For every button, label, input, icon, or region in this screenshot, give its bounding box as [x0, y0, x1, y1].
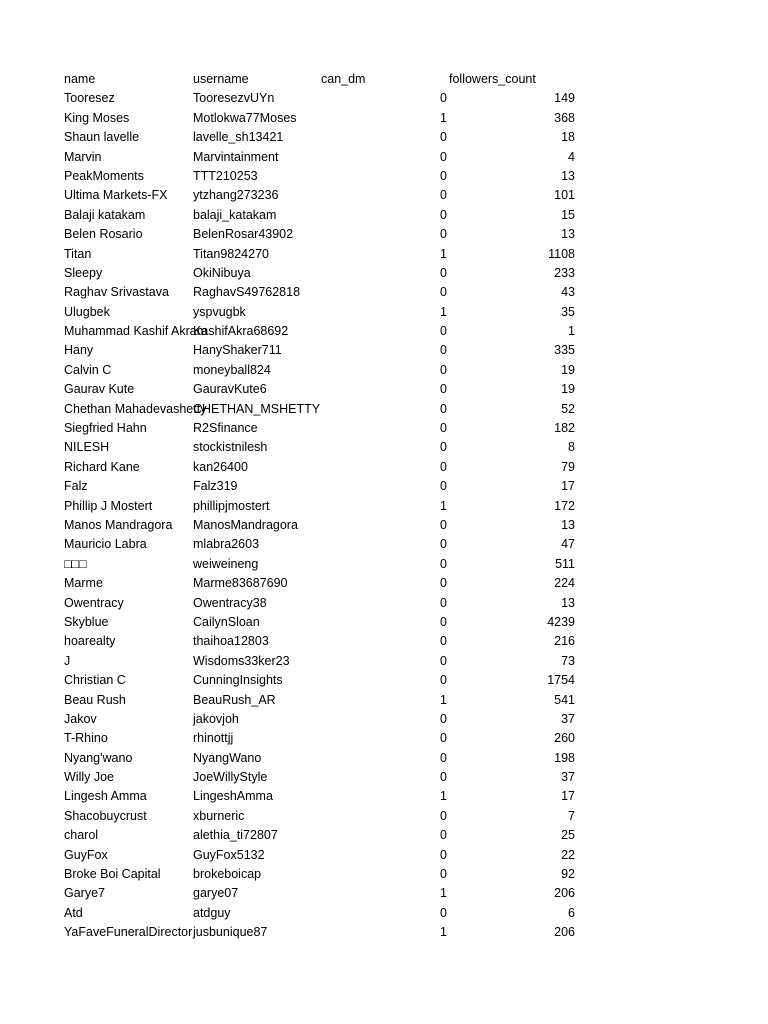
cell-name: □□□	[64, 556, 87, 571]
cell-can-dm: 0	[440, 207, 447, 222]
cell-can-dm: 1	[440, 925, 447, 940]
header-username: username	[193, 72, 249, 86]
table-row	[64, 206, 584, 225]
header-followers-count: followers_count	[449, 72, 536, 86]
cell-name: T-Rhino	[64, 731, 108, 746]
cell-username: Wisdoms33ker23	[193, 653, 290, 668]
cell-name: Tooresez	[64, 91, 115, 106]
cell-username: ytzhang273236	[193, 188, 279, 203]
cell-username: NyangWano	[193, 750, 262, 765]
cell-can-dm: 0	[440, 770, 447, 785]
cell-username: TTT210253	[193, 168, 258, 183]
cell-name: Jakov	[64, 711, 97, 726]
cell-followers-count: 541	[554, 692, 575, 707]
table-row	[64, 535, 584, 554]
cell-can-dm: 0	[440, 614, 447, 629]
table-row	[64, 167, 584, 186]
cell-username: JoeWillyStyle	[193, 770, 268, 785]
cell-followers-count: 43	[561, 285, 575, 300]
cell-followers-count: 4	[568, 149, 575, 164]
cell-name: Hany	[64, 343, 94, 358]
table-row	[64, 225, 584, 244]
table-row	[64, 283, 584, 302]
cell-followers-count: 1754	[547, 673, 575, 688]
cell-name: Christian C	[64, 673, 126, 688]
cell-name: PeakMoments	[64, 168, 144, 183]
table-row	[64, 691, 584, 710]
cell-name: Ultima Markets-FX	[64, 188, 168, 203]
spreadsheet	[64, 70, 584, 943]
cell-followers-count: 7	[568, 808, 575, 823]
cell-can-dm: 0	[440, 382, 447, 397]
cell-followers-count: 182	[554, 421, 575, 436]
cell-username: alethia_ti72807	[193, 828, 278, 843]
cell-username: Motlokwa77Moses	[193, 110, 297, 125]
table-row	[64, 341, 584, 360]
table-row	[64, 613, 584, 632]
table-row	[64, 361, 584, 380]
header-row	[64, 70, 584, 89]
cell-can-dm: 0	[440, 517, 447, 532]
header-name: name	[64, 72, 96, 86]
header-can-dm: can_dm	[321, 72, 366, 86]
cell-username: xburneric	[193, 808, 245, 823]
cell-name: Chethan Mahadevashetty	[64, 401, 207, 416]
table-row	[64, 865, 584, 884]
cell-username: Falz319	[193, 479, 238, 494]
cell-username: brokeboicap	[193, 867, 262, 882]
cell-username: OkiNibuya	[193, 265, 251, 280]
cell-name: Falz	[64, 479, 88, 494]
cell-followers-count: 216	[554, 634, 575, 649]
cell-username: ManosMandragora	[193, 517, 298, 532]
cell-followers-count: 13	[561, 517, 575, 532]
table-row	[64, 787, 584, 806]
cell-followers-count: 79	[561, 459, 575, 474]
cell-username: yspvugbk	[193, 304, 246, 319]
table-row	[64, 594, 584, 613]
table-row	[64, 516, 584, 535]
cell-username: phillipjmostert	[193, 498, 270, 513]
cell-can-dm: 0	[440, 847, 447, 862]
cell-followers-count: 511	[555, 556, 575, 571]
cell-username: HanyShaker711	[193, 343, 282, 358]
cell-name: Lingesh Amma	[64, 789, 147, 804]
table-row	[64, 148, 584, 167]
cell-followers-count: 4239	[547, 614, 575, 629]
cell-can-dm: 0	[440, 479, 447, 494]
cell-name: hoarealty	[64, 634, 116, 649]
cell-can-dm: 0	[440, 731, 447, 746]
cell-username: jusbunique87	[193, 925, 268, 940]
cell-username: lavelle_sh13421	[193, 130, 284, 145]
cell-can-dm: 0	[440, 576, 447, 591]
cell-can-dm: 0	[440, 149, 447, 164]
cell-name: J	[64, 653, 71, 668]
cell-username: balaji_katakam	[193, 207, 277, 222]
cell-username: GuyFox5132	[193, 847, 265, 862]
table-row	[64, 109, 584, 128]
cell-followers-count: 35	[561, 304, 575, 319]
cell-followers-count: 13	[561, 227, 575, 242]
cell-username: jakovjoh	[193, 711, 239, 726]
cell-username: RaghavS49762818	[193, 285, 301, 300]
cell-name: Skyblue	[64, 614, 109, 629]
cell-name: Titan	[64, 246, 92, 261]
cell-name: Garye7	[64, 886, 105, 901]
cell-username: BeauRush_AR	[193, 692, 276, 707]
cell-can-dm: 1	[440, 498, 447, 513]
cell-can-dm: 0	[440, 285, 447, 300]
cell-username: atdguy	[193, 905, 231, 920]
cell-name: Gaurav Kute	[64, 382, 135, 397]
cell-username: CHETHAN_MSHETTY	[193, 401, 321, 416]
cell-name: Beau Rush	[64, 692, 126, 707]
cell-followers-count: 22	[561, 847, 575, 862]
table-body	[64, 89, 584, 942]
cell-name: King Moses	[64, 110, 130, 125]
cell-name: Marme	[64, 576, 103, 591]
cell-followers-count: 18	[561, 130, 575, 145]
cell-can-dm: 0	[440, 711, 447, 726]
cell-followers-count: 73	[561, 653, 575, 668]
cell-can-dm: 0	[440, 343, 447, 358]
table-row	[64, 245, 584, 264]
table-row	[64, 497, 584, 516]
table-row	[64, 89, 584, 108]
table-row	[64, 322, 584, 341]
table-row	[64, 923, 584, 942]
cell-name: Willy Joe	[64, 770, 115, 785]
cell-username: BelenRosar43902	[193, 227, 294, 242]
cell-can-dm: 0	[440, 227, 447, 242]
cell-name: Mauricio Labra	[64, 537, 147, 552]
cell-can-dm: 0	[440, 265, 447, 280]
cell-can-dm: 0	[440, 168, 447, 183]
cell-followers-count: 172	[554, 498, 575, 513]
cell-name: Marvin	[64, 149, 102, 164]
cell-username: rhinottjj	[193, 731, 234, 746]
cell-name: charol	[64, 828, 99, 843]
cell-can-dm: 1	[440, 304, 447, 319]
cell-followers-count: 92	[561, 867, 575, 882]
cell-followers-count: 15	[561, 207, 575, 222]
cell-can-dm: 0	[440, 537, 447, 552]
cell-can-dm: 0	[440, 362, 447, 377]
cell-name: Broke Boi Capital	[64, 867, 161, 882]
cell-followers-count: 8	[568, 440, 575, 455]
cell-username: kan26400	[193, 459, 248, 474]
cell-username: thaihoa12803	[193, 634, 269, 649]
cell-can-dm: 0	[440, 401, 447, 416]
cell-followers-count: 224	[554, 576, 575, 591]
cell-followers-count: 6	[568, 905, 575, 920]
table-row	[64, 671, 584, 690]
cell-name: GuyFox	[64, 847, 108, 862]
cell-username: mlabra2603	[193, 537, 260, 552]
table-row	[64, 652, 584, 671]
cell-can-dm: 1	[440, 789, 447, 804]
cell-name: Shacobuycrust	[64, 808, 147, 823]
cell-followers-count: 1	[568, 324, 575, 339]
cell-can-dm: 0	[440, 867, 447, 882]
cell-username: Owentracy38	[193, 595, 267, 610]
cell-followers-count: 149	[554, 91, 575, 106]
cell-followers-count: 1108	[548, 246, 575, 261]
cell-name: Siegfried Hahn	[64, 421, 147, 436]
table-row	[64, 884, 584, 903]
cell-followers-count: 206	[554, 886, 575, 901]
table-row	[64, 419, 584, 438]
cell-username: CailynSloan	[193, 614, 260, 629]
table-row	[64, 438, 584, 457]
cell-name: Atd	[64, 905, 83, 920]
cell-name: NILESH	[64, 440, 110, 455]
cell-followers-count: 37	[561, 711, 575, 726]
cell-followers-count: 17	[561, 479, 575, 494]
cell-name: YaFaveFuneralDirector	[64, 925, 193, 940]
cell-can-dm: 0	[440, 188, 447, 203]
cell-name: Balaji katakam	[64, 207, 146, 222]
cell-name: Phillip J Mostert	[64, 498, 153, 513]
cell-username: Marme83687690	[193, 576, 288, 591]
table-row	[64, 710, 584, 729]
cell-followers-count: 52	[561, 401, 575, 416]
cell-name: Sleepy	[64, 265, 103, 280]
table-row	[64, 729, 584, 748]
cell-can-dm: 0	[440, 905, 447, 920]
cell-followers-count: 198	[554, 750, 575, 765]
cell-name: Owentracy	[64, 595, 124, 610]
cell-can-dm: 0	[440, 673, 447, 688]
cell-followers-count: 17	[561, 789, 575, 804]
cell-can-dm: 0	[440, 130, 447, 145]
cell-can-dm: 0	[440, 634, 447, 649]
table-row	[64, 904, 584, 923]
cell-can-dm: 0	[440, 808, 447, 823]
cell-followers-count: 47	[561, 537, 575, 552]
table-row	[64, 400, 584, 419]
cell-followers-count: 19	[561, 362, 575, 377]
cell-followers-count: 335	[554, 343, 575, 358]
cell-can-dm: 0	[440, 750, 447, 765]
cell-name: Ulugbek	[64, 304, 110, 319]
cell-username: KashifAkra68692	[193, 324, 289, 339]
cell-username: Titan9824270	[193, 246, 269, 261]
cell-username: Marvintainment	[193, 149, 279, 164]
cell-name: Raghav Srivastava	[64, 285, 169, 300]
cell-can-dm: 0	[440, 440, 447, 455]
table-row	[64, 632, 584, 651]
cell-followers-count: 368	[554, 110, 575, 125]
cell-followers-count: 25	[561, 828, 575, 843]
cell-can-dm: 0	[440, 421, 447, 436]
cell-followers-count: 233	[554, 265, 575, 280]
cell-username: moneyball824	[193, 362, 271, 377]
cell-followers-count: 206	[554, 925, 575, 940]
cell-name: Richard Kane	[64, 459, 140, 474]
table-row	[64, 574, 584, 593]
cell-username: garye07	[193, 886, 239, 901]
table-row	[64, 303, 584, 322]
table-row	[64, 807, 584, 826]
cell-can-dm: 0	[440, 828, 447, 843]
table-row	[64, 826, 584, 845]
cell-can-dm: 1	[440, 692, 447, 707]
table-row	[64, 555, 584, 574]
table-row	[64, 768, 584, 787]
cell-username: stockistnilesh	[193, 440, 268, 455]
cell-can-dm: 1	[440, 886, 447, 901]
cell-can-dm: 0	[440, 459, 447, 474]
cell-can-dm: 0	[440, 91, 447, 106]
cell-name: Nyang'wano	[64, 750, 133, 765]
cell-followers-count: 13	[561, 168, 575, 183]
cell-followers-count: 13	[561, 595, 575, 610]
cell-username: R2Sfinance	[193, 421, 258, 436]
cell-followers-count: 101	[554, 188, 575, 203]
cell-can-dm: 1	[440, 246, 447, 261]
table-row	[64, 186, 584, 205]
cell-can-dm: 0	[440, 556, 447, 571]
cell-name: Manos Mandragora	[64, 517, 173, 532]
cell-username: CunningInsights	[193, 673, 283, 688]
cell-can-dm: 1	[440, 110, 447, 125]
cell-can-dm: 0	[440, 595, 447, 610]
cell-name: Muhammad Kashif Akram	[64, 324, 208, 339]
cell-username: LingeshAmma	[193, 789, 273, 804]
cell-username: TooresezvUYn	[193, 91, 275, 106]
cell-followers-count: 37	[561, 770, 575, 785]
cell-can-dm: 0	[440, 653, 447, 668]
table-row	[64, 749, 584, 768]
cell-name: Belen Rosario	[64, 227, 143, 242]
cell-followers-count: 19	[561, 382, 575, 397]
cell-username: GauravKute6	[193, 382, 267, 397]
cell-name: Calvin C	[64, 362, 112, 377]
cell-username: weiweineng	[193, 556, 259, 571]
table-row	[64, 380, 584, 399]
table-row	[64, 477, 584, 496]
cell-followers-count: 260	[554, 731, 575, 746]
table-row	[64, 458, 584, 477]
cell-can-dm: 0	[440, 324, 447, 339]
table-row	[64, 264, 584, 283]
table-row	[64, 128, 584, 147]
cell-name: Shaun lavelle	[64, 130, 140, 145]
table-row	[64, 846, 584, 865]
